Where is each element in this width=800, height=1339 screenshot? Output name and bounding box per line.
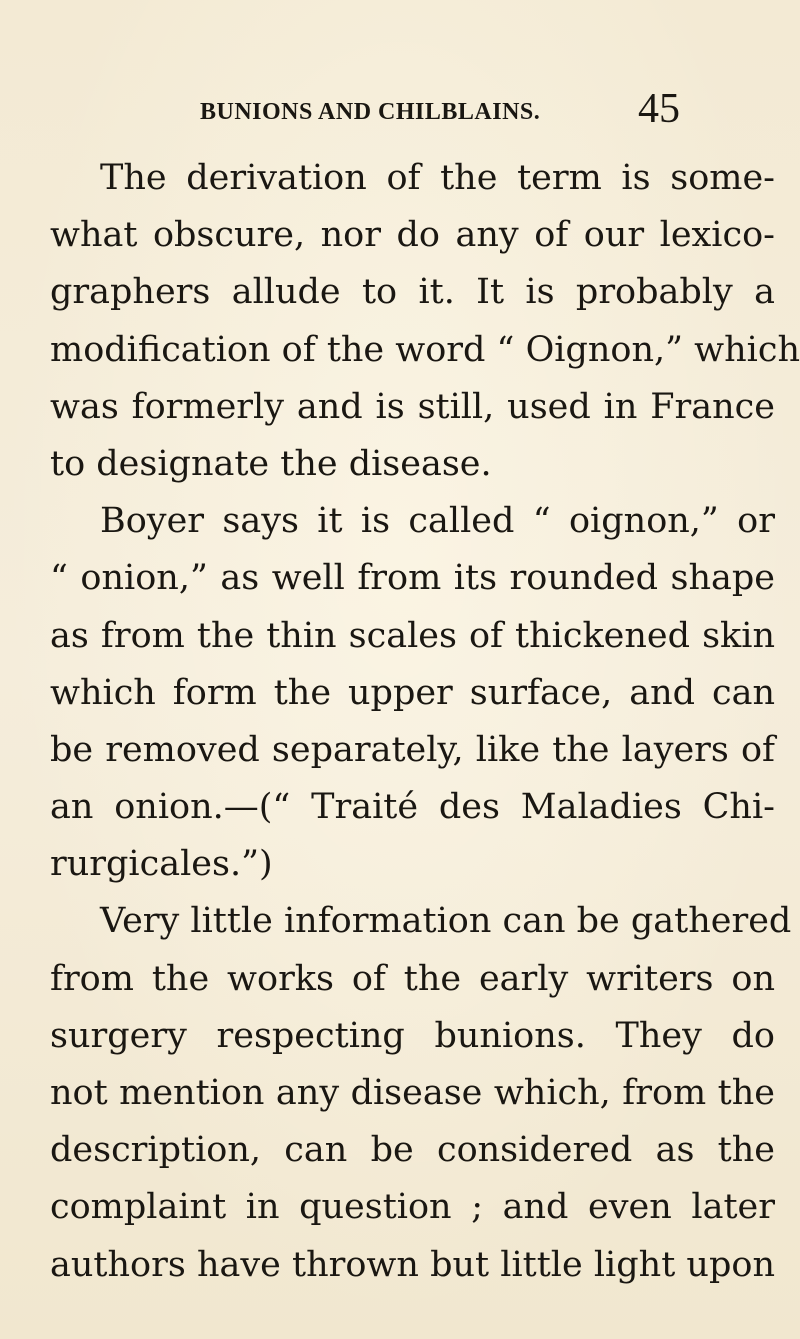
text-line: not mention any disease which, from the [50,1073,775,1113]
text-line: description, can be considered as the [50,1130,775,1171]
text-line: authors have thrown but little light upon [50,1244,775,1285]
text-line: graphers allude to it. It is probably a [50,272,775,313]
paragraph-derivation [50,150,800,493]
text-line: modification of the word “ Oignon,” which [50,329,800,370]
paragraph-boyer [50,493,775,893]
text-line: to designate the disease. [50,443,492,484]
paragraph-early-writers [50,893,792,1293]
text-line: be removed separately, like the layers of [50,729,775,770]
text-line: Boyer says it is called “ oignon,” or [100,501,775,542]
text-line: an onion.—(“ Traité des Maladies Chi- [50,787,775,828]
page-number: 45 [638,86,680,132]
text-line: surgery respecting bunions. They do [50,1015,775,1056]
running-title: BUNIONS AND CHILBLAINS. [200,99,541,125]
text-line: “ onion,” as well from its rounded shape [50,558,775,599]
text-line: The derivation of the term is some- [100,158,775,198]
running-head [200,85,680,133]
text-line: complaint in question ; and even later [50,1187,775,1228]
text-line: what obscure, nor do any of our lexico- [50,215,775,256]
body-text [50,150,800,1294]
text-line: which form the upper surface, and can [50,672,775,713]
text-line: Very little information can be gathered [100,901,792,942]
text-line: was formerly and is still, used in France [50,386,775,427]
text-line: rurgicales.”) [50,844,273,885]
text-line: from the works of the early writers on [50,958,775,999]
text-line: as from the thin scales of thickened skin [50,615,775,656]
